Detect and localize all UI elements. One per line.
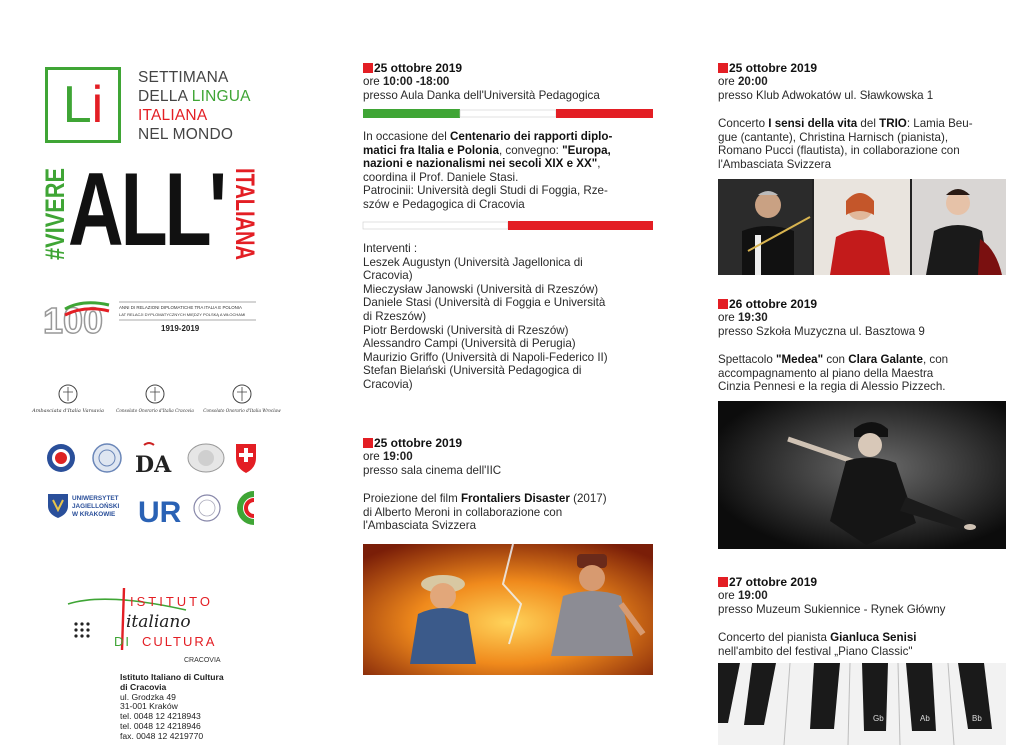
iic-logo-line3b: CULTURA <box>142 634 217 649</box>
e5-desc-c: nell'ambito del festival „Piano Classic" <box>718 644 913 658</box>
settimana-line1: SETTIMANA <box>138 69 229 86</box>
event-5-date-text: 27 ottobre 2019 <box>729 575 818 589</box>
piano-key-label: Ab <box>920 714 930 723</box>
e3-desc-f: gue (cantante), Christina Harnisch (pianista), <box>718 130 949 144</box>
centenary-number: 100 <box>43 300 104 341</box>
event-5-description <box>718 631 1018 658</box>
tricolor-bar-2 <box>363 221 653 230</box>
event-2-place: presso sala cinema dell'IIC <box>363 463 502 477</box>
event-3-place: presso Klub Adwokatów ul. Sławkowska 1 <box>718 88 934 102</box>
uj-label-2: JAGIELLOŃSKI <box>72 503 120 510</box>
event-3-time-prefix: ore <box>718 75 738 88</box>
intervento-row: Leszek Augustyn (Università Jagellonica di <box>363 255 583 269</box>
centenary-caption: ANNI DI RELAZIONI DIPLOMATICHE TRA ITALIA E POLONIA <box>119 305 242 310</box>
swiss-shield-icon <box>236 444 256 473</box>
interventi-title: Interventi : <box>363 242 418 255</box>
event-5-header <box>718 575 1018 616</box>
iic-logo-city: CRACOVIA <box>184 657 221 664</box>
event-2-time <box>363 450 663 464</box>
event-2-time-prefix: ore <box>363 450 383 463</box>
event-2-description <box>363 492 663 533</box>
e4-desc-c: con <box>823 353 849 366</box>
event-2-date <box>363 436 663 450</box>
event-5-time-value: 19:00 <box>737 589 768 602</box>
intervento-row: Maurizio Griffo (Università di Napoli-Federico II) <box>363 350 608 364</box>
li-logo-i: i <box>91 76 104 134</box>
e4-desc-d: Clara Galante <box>848 353 923 366</box>
event-3-time-value: 20:00 <box>737 75 768 88</box>
intervento-row: Alessandro Campi (Università di Perugia) <box>363 337 576 351</box>
e2-desc-c: (2017) <box>569 492 607 505</box>
event-1-date-text: 25 ottobre 2019 <box>374 61 463 75</box>
e1-patrocini-2: szów e Pedagogica di Cracovia <box>363 197 525 211</box>
red-square-icon <box>718 63 728 73</box>
settimana-line2 <box>138 87 251 106</box>
e5-desc-a: Concerto del pianista <box>718 631 831 644</box>
settimana-line3: ITALIANA <box>138 107 208 124</box>
red-square-icon <box>718 299 728 309</box>
intervento-row: Stefan Bielański (Università Pedagogica di <box>363 364 582 378</box>
li-logo <box>45 67 121 143</box>
uj-crest-icon <box>48 494 119 518</box>
tricolor-bar-1 <box>363 109 653 118</box>
da-logo-icon <box>135 443 172 478</box>
emblem-ambasciata-icon <box>31 385 104 414</box>
event-4-date <box>718 297 1018 311</box>
e3-desc-g: Romano Pucci (flautista), in collaborazione con <box>718 144 960 158</box>
institute-city: 31-001 Kraków <box>120 701 178 712</box>
event-4-header <box>718 297 1018 338</box>
institute-fax: fax. 0048 12 4219770 <box>120 730 204 741</box>
emblem-label-1: Ambasciata d'Italia Varsavia <box>32 408 104 414</box>
event-4-date-text: 26 ottobre 2019 <box>729 297 818 311</box>
all-apostrophe-text: ALL' <box>68 152 225 268</box>
institute-name-2: di Cracovia <box>120 681 167 692</box>
emblem-label-2: Consolato Onorario d'Italia Cracovia <box>116 408 194 413</box>
event-2-header <box>363 436 663 477</box>
emblem-consolato-wroclaw-icon <box>203 385 281 413</box>
e5-desc-b: Gianluca Senisi <box>830 631 917 644</box>
iic-logo-line2: italiano <box>126 612 191 632</box>
event-1-time-prefix: ore <box>363 75 383 88</box>
event-4-time <box>718 311 1018 325</box>
e3-desc-c: del <box>857 117 880 130</box>
event-2-date-text: 25 ottobre 2019 <box>374 436 463 450</box>
institute-address <box>120 673 224 742</box>
e3-desc-e: : Lamia Beu- <box>906 117 973 130</box>
ur-label: UR <box>138 496 182 529</box>
italiana-label: ITALIANA <box>230 168 260 292</box>
e1-desc-h: coordina il Prof. Daniele Stasi. <box>363 170 519 184</box>
coin-seal-icon <box>188 444 224 472</box>
intervento-row: Mieczysław Janowski (Università di Rzeszów) <box>363 282 599 296</box>
event-2-time-value: 19:00 <box>382 450 413 463</box>
event-1-time <box>363 75 663 89</box>
iic-logo <box>66 580 226 668</box>
piano-key-label: Bb <box>972 714 982 723</box>
e3-desc-a: Concerto <box>718 117 769 130</box>
event-1-time-value: 10:00 -18:00 <box>382 75 450 88</box>
e2-desc-d: di Alberto Meroni in collaborazione con <box>363 505 563 519</box>
e1-desc-c: matici fra Italia e Polonia <box>363 143 499 157</box>
piano-keys-photo <box>718 663 1006 745</box>
e4-desc-e: , con <box>922 353 949 366</box>
trio-photos <box>718 179 1006 275</box>
event-4-description <box>718 353 1018 394</box>
e1-desc-g: , <box>597 157 601 171</box>
e1-desc-b: Centenario dei rapporti diplo- <box>450 130 613 143</box>
event-5-time-prefix: ore <box>718 589 738 602</box>
settimana-lingua: LINGUA <box>191 88 251 105</box>
institute-tel1: tel. 0048 12 4218943 <box>120 711 201 722</box>
event-1-header <box>363 61 663 102</box>
centenary-caption-2: LAT RELACJI DYPLOMATYCZNYCH MIĘDZY POLSKĄ A WŁOCHAMI <box>119 312 246 317</box>
emblem-label-3: Consolato Onorario d'Italia Wroclaw <box>203 408 281 413</box>
institute-name-1: Istituto Italiano di Cultura <box>120 672 224 682</box>
e1-desc-f: nazioni e nazionalismi nei secoli XIX e XX" <box>363 157 598 171</box>
event-5-place: presso Muzeum Sukiennice - Rynek Główny <box>718 602 946 616</box>
e1-patrocini-1: Patrocinii: Università degli Studi di Foggia, Rze- <box>363 184 608 198</box>
da-label: DA <box>135 452 172 478</box>
intervento-row: di Rzeszów) <box>363 309 427 323</box>
event-5-time <box>718 589 1018 603</box>
event-3-time <box>718 75 1018 89</box>
e2-desc-b: Frontaliers Disaster <box>460 492 570 505</box>
institute-tel2: tel. 0048 12 4218946 <box>120 720 201 731</box>
ur-logo-icon <box>138 496 182 529</box>
e3-desc-b: I sensi della vita <box>768 117 858 130</box>
italiana-vertical-text <box>230 168 260 292</box>
institute-street: ul. Grodzka 49 <box>120 691 176 702</box>
hashtag-vivere-text <box>40 145 70 260</box>
oval-seal-icon <box>194 495 220 521</box>
vivere-label: #VIVERE <box>40 145 70 260</box>
e3-desc-h: l'Ambasciata Svizzera <box>718 157 832 171</box>
event-1-description <box>363 130 663 212</box>
e2-desc-e: l'Ambasciata Svizzera <box>363 519 477 533</box>
piano-key-label: Gb <box>873 714 884 723</box>
event-5-date <box>718 575 1018 589</box>
iic-logo-line1: ISTITUTO <box>130 594 213 609</box>
university-seal-blue-icon <box>93 444 121 472</box>
e4-desc-b: "Medea" <box>776 353 824 366</box>
li-logo-l: L <box>62 76 92 134</box>
e2-desc-a: Proiezione del film <box>363 492 461 505</box>
emblem-consolato-cracovia-icon <box>116 385 194 413</box>
red-square-icon <box>718 577 728 587</box>
film-poster-photo <box>363 544 653 675</box>
uj-label-1: UNIWERSYTET <box>72 495 119 502</box>
partner-emblems <box>32 380 281 530</box>
settimana-title <box>138 68 251 144</box>
event-3-date <box>718 61 1018 75</box>
event-3-date-text: 25 ottobre 2019 <box>729 61 818 75</box>
event-1-date <box>363 61 663 75</box>
settimana-line4: NEL MONDO <box>138 126 234 143</box>
e1-desc-a: In occasione del <box>363 130 451 143</box>
c-logo-icon <box>240 494 254 522</box>
uj-label-3: W KRAKOWIE <box>72 511 116 518</box>
centenary-years: 1919-2019 <box>161 324 200 333</box>
centenary-logo <box>43 295 258 341</box>
e4-desc-g: Cinzia Pennesi e la regia di Alessio Pizzech. <box>718 380 946 394</box>
intervento-row: Cracovia) <box>363 269 413 283</box>
e3-desc-d: TRIO <box>879 117 907 130</box>
university-seal-red-icon <box>47 444 75 472</box>
event-4-place: presso Szkoła Muzyczna ul. Basztowa 9 <box>718 324 925 338</box>
red-square-icon <box>363 63 373 73</box>
intervento-row: Daniele Stasi (Università di Foggia e Università <box>363 296 606 310</box>
event-1-interventi <box>363 242 663 392</box>
medea-photo <box>718 401 1006 549</box>
e4-desc-a: Spettacolo <box>718 353 777 366</box>
e1-desc-d: , convegno: <box>498 143 563 157</box>
event-3-description <box>718 117 1018 171</box>
iic-logo-line3a: DI <box>114 634 131 649</box>
settimana-della: DELLA <box>138 88 192 105</box>
event-3-header <box>718 61 1018 102</box>
e1-desc-e: "Europa, <box>562 143 611 157</box>
e4-desc-f: accompagnamento al piano della Maestra <box>718 366 934 380</box>
intervento-row: Piotr Berdowski (Università di Rzeszów) <box>363 323 569 337</box>
red-square-icon <box>363 438 373 448</box>
intervento-row: Cracovia) <box>363 377 413 391</box>
event-4-time-prefix: ore <box>718 311 738 324</box>
event-1-place: presso Aula Danka dell'Università Pedagogica <box>363 88 600 102</box>
event-4-time-value: 19:30 <box>737 311 768 324</box>
